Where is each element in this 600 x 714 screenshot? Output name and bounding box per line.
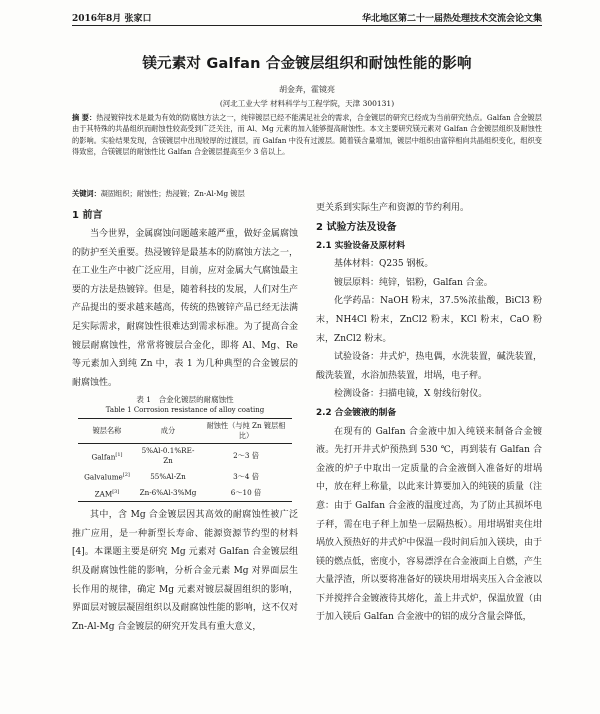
running-header: [72, 8, 542, 24]
table-cell-composition: 5%Al-0.1%RE-Zn: [141, 446, 195, 466]
subsection-2-1-heading: 2.1 实验设备及原材料: [316, 240, 406, 251]
table-1-caption-en: Table 1 Corrosion resistance of alloy coating: [105, 406, 265, 415]
table-cell-composition: 55%Al-Zn: [150, 471, 186, 481]
section-1-paragraph-2: 其中，含 Mg 合金镀层因其高效的耐腐蚀性被广泛推广应用，是一种新型长寿命、能源资源节约型的材料[4]。本课题主要是研究 Mg 元素对 Galfan 合金镀层组织及耐腐蚀性能的影响，分析合金元素 Mg 对界面层生长作用的规律，确定 Mg 元素对镀层凝固组织的影响，界面层对镀层凝固组织以及耐腐蚀性能的影响，这不仅对 Zn-Al-Mg 合金镀层的研究开发具有重大意义，: [72, 510, 298, 632]
table-cell-resistance: 3～4 倍: [233, 471, 259, 481]
table-cell-resistance: 2～3 倍: [233, 451, 259, 461]
table-1-caption-cn: 表 1 合金化镀层的耐腐蚀性: [136, 395, 234, 405]
table-cell-name: ZAM[3]: [94, 488, 120, 499]
header-right: 华北地区第二十一届热处理技术交流会论文集: [361, 14, 542, 24]
left-column: [72, 206, 298, 636]
detection-equipment: 检测设备：扫描电镜，X 射线衍射仪。: [334, 389, 488, 400]
keywords: [72, 189, 542, 199]
author-list: 胡金奔，霍镜亮: [279, 85, 335, 94]
section-1-heading: 1 前言: [72, 210, 103, 221]
table-1: [78, 418, 292, 502]
table-header-cell: 成分: [160, 426, 176, 436]
chemicals: 化学药品：NaOH 粉末，37.5%浓盐酸，BiCl3 粉末，NH4Cl 粉末，ZnCl2 粉末，KCl 粉末，CaO 粉末，ZnCl2 粉末。: [316, 296, 542, 344]
paper-title: 镁元素对 Galfan 合金镀层组织和耐蚀性能的影响: [142, 56, 472, 72]
section-1-paragraph-1: 当今世界，金属腐蚀问题越来越严重，做好金属腐蚀的防护至关重要。热浸镀锌是最基本的防腐蚀方法之一，在工业生产中被广泛应用，目前，应对金属大气腐蚀最主要的方法是热镀锌。但是，随着科技的发展，人们对生产产品提出的要求越来越高，传统的热镀锌产品已经无法满足实际需求，耐腐蚀性很难达到需求标准。为了提高合金镀层耐腐蚀性，常常将镀层合金化，即将 Al、Mg、Re 等元素加入到纯 Zn 中，表 1 为几种典型的合金镀层的耐腐蚀性。: [72, 229, 298, 388]
table-cell-name: Galfan[1]: [91, 452, 123, 462]
section-1-continuation: 更关系到实际生产和资源的节约利用。: [316, 203, 470, 213]
keywords-text: 凝固组织；耐蚀性；热浸镀；Zn-Al-Mg 镀层: [100, 189, 245, 198]
abstract-label: 摘 要：: [72, 113, 97, 122]
coating-material: 镀层原料：纯锌，铝粉，Galfan 合金。: [334, 277, 493, 288]
right-column: [316, 199, 542, 627]
table-header-cell: 耐蚀性（与纯 Zn 镀层相比）: [206, 421, 286, 441]
table-cell-resistance: 6～10 倍: [230, 487, 262, 497]
subsection-2-2-heading: 2.2 合金镀液的制备: [316, 407, 397, 418]
section-2-heading: 2 试验方法及设备: [316, 221, 397, 233]
table-header-row: [78, 419, 292, 444]
base-material: 基体材料：Q235 钢板。: [334, 259, 434, 270]
table-cell-composition: Zn-6%Al-3%Mg: [139, 487, 197, 497]
table-row: [78, 444, 292, 469]
test-equipment: 试验设备：井式炉，热电偶，水洗装置，碱洗装置，酸洗装置，水浴加热装置，坩埚，电子秤。: [316, 352, 542, 381]
header-left: 2016年8月 张家口: [72, 14, 152, 24]
header-rule: [72, 25, 542, 26]
abstract: [72, 112, 542, 157]
affiliation: (河北工业大学 材料科学与工程学院，天津 300131): [219, 99, 395, 108]
table-row: [78, 468, 292, 484]
table-header-cell: 镀层名称: [92, 426, 122, 436]
bath-preparation: 在现有的 Galfan 合金液中加入纯镁来制备合金镀液。先打开井式炉预热到 530 ℃，再到装有 Galfan 合金液的炉子中取出一定质量的合金液倒入准备好的坩埚中，放在秤上称量，以此来计算要加入的纯镁的质量（注意：由于 Galfan 合金液的温度过高，为了防止其损坏电子秤，需在电子秤上加垫一层隔热板）。用坩埚钳夹住坩埚放入预热好的井式炉中保温一段时间后加入镁块，由于镁的燃点低，密度小，容易漂浮在合金液面上自燃，产生大量浮渣，所以要将准备好的镁块用坩埚夹压入合金液以下并搅拌合金镀液待其熔化，盖上井式炉，保温放置（由于加入镁后 Galfan 合金液中的铝的成分含量会降低，: [316, 426, 542, 623]
table-row: [78, 485, 292, 502]
table-cell-name: Galvalume[2]: [84, 472, 130, 482]
abstract-text: 热浸镀锌技术是最为有效的防腐蚀方法之一，纯锌镀层已经不能满足社会的需求，合金镀层的研究已经成为当前研究热点。Galfan 合金镀层由于其特殊的共晶组织而耐蚀性较高受到广泛关注，而 Al、Mg 元素的加入能够提高耐蚀性。本文主要研究镁元素对 Galfan 合金镀层组织及耐蚀性的影响。实验结果发现，含镁镀层中出现较厚的过渡层，而 Galfan 中没有过渡层。随着镁含量增加，镀层中组织由富锌相向共晶组织变化，组织变得致密，合镁镀层的耐蚀性比 Galfan 合金镀层提高至少 3 倍以上。: [72, 113, 542, 156]
keywords-label: 关键词：: [72, 189, 101, 198]
